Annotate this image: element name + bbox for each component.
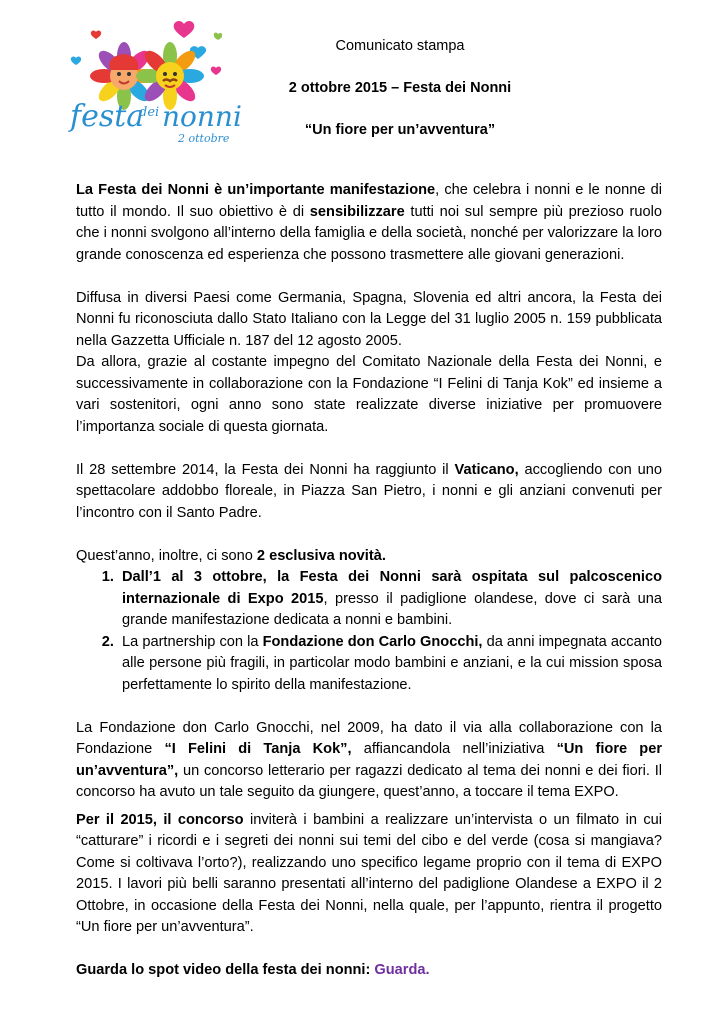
text-span: affiancandola nell’iniziativa [351, 741, 557, 757]
bold-span: La Festa dei Nonni è un’importante manifestazione [76, 182, 436, 198]
logo-festa-text: festa [70, 99, 145, 134]
bold-span: Guarda lo spot video della festa dei nonni: [76, 962, 375, 978]
list-item [118, 632, 662, 697]
logo-date-text: 2 ottobre [178, 132, 230, 145]
paragraph-contest [76, 810, 662, 939]
list-item [118, 567, 662, 632]
press-release-label: Comunicato stampa [335, 38, 465, 54]
text-span: da anni impegnata accanto alle persone più fragili, in particolar modo bambini e anziani, e la cui mission sposa perfettamente lo spirito della manifestazione. [122, 633, 662, 693]
paragraph-video [76, 960, 662, 982]
text-span: inviterà i bambini a realizzare un’intervista o un filmato in cui “catturare” i ricordi e i segreti dei nonni sui temi del cibo e del verde (cosa si mangiava? Come si coltivava l’orto?), realizzando uno specifico legame proprio con il tema di EXPO 2015. I lavori più belli saranno presentati all’interno del padiglione Olandese a EXPO il 2 Ottobre, in occasione della Festa dei Nonni, nella quale, per l’appunto, rientra il progetto “Un fiore per un’avventura”. [76, 811, 662, 935]
logo-nonni-text: nonni [162, 100, 242, 133]
text-span: La partnership con la [122, 633, 263, 650]
text-span: accogliendo con uno spettacolare addobbo floreale, in Piazza San Pietro, i nonni e gli anziani convenuti per l’incontro con il Santo Padre. [76, 461, 663, 521]
text-span: , presso il padiglione olandese, dove ci sarà una grande manifestazione dedicata a nonni e bambini. [122, 590, 662, 628]
text-span: , che celebra i nonni e le nonne di tutto il mondo. Il suo obiettivo è di [76, 182, 662, 220]
paragraph-vatican [76, 460, 662, 525]
paragraph-history: Diffusa in diversi Paesi come Germania, Spagna, Slovenia ed altri ancora, la Festa dei Nonni fu riconosciuta dallo Stato Italiano con la Legge del 31 luglio 2005 n. 159 pubblicata nella Gazzetta Ufficiale n. 187 del 12 agosto 2005. [76, 289, 662, 349]
text-span: Quest’anno, inoltre, ci sono [76, 547, 257, 564]
body-text [76, 180, 662, 1003]
bold-span: Vaticano, [454, 461, 519, 478]
bold-span: “I Felini di Tanja Kok”, [164, 741, 352, 757]
paragraph-intro [76, 180, 662, 266]
bold-span: Dall’1 al 3 ottobre, la Festa dei Nonni sarà ospitata sul palcoscenico internazionale di Expo 2015 [122, 569, 662, 607]
paragraph-initiatives: Da allora, grazie al costante impegno del Comitato Nazionale della Festa dei Nonni, e successivamente in collaborazione con la Fondazione “I Felini di Tanja Kok” ed insieme a vari sostenitori, ogni anno sono state realizzate diverse iniziative per promuovere l’importanza sociale di questa giornata. [76, 354, 662, 435]
bold-span: 2 esclusiva novità. [256, 547, 386, 564]
bold-span: “Un fiore per un’avventura”, [76, 741, 662, 779]
paragraph-gnocchi [76, 718, 662, 804]
logo-dei-text: dei [139, 105, 160, 120]
paragraph-news-intro [76, 546, 662, 568]
news-list [76, 567, 662, 696]
text-span: un concorso letterario per ragazzi dedicato al tema dei nonni e dei fiori. Il concorso ha avuto un tale seguito da giungere, quest’anno, a toccare il tema EXPO. [76, 762, 662, 800]
watch-video-link[interactable]: Guarda. [374, 962, 430, 978]
date-title: 2 ottobre 2015 – Festa dei Nonni [288, 80, 512, 96]
bold-span: Fondazione don Carlo Gnocchi, [262, 633, 483, 650]
text-span: Il 28 settembre 2014, la Festa dei Nonni ha raggiunto il [76, 461, 455, 478]
project-title: “Un fiore per un’avventura” [304, 122, 496, 138]
bold-span: sensibilizzare [309, 203, 405, 220]
text-span: La Fondazione don Carlo Gnocchi, nel 2009, ha dato il via alla collaborazione con la Fondazione [76, 719, 662, 757]
bold-span: Per il 2015, il concorso [76, 811, 244, 828]
text-span: tutti noi sul sempre più prezioso ruolo che i nonni svolgono all’interno della famiglia e della società, nonché per valorizzare la loro grande conoscenza ed esperienza che possono trasmettere alle giovani generazioni. [76, 203, 662, 263]
